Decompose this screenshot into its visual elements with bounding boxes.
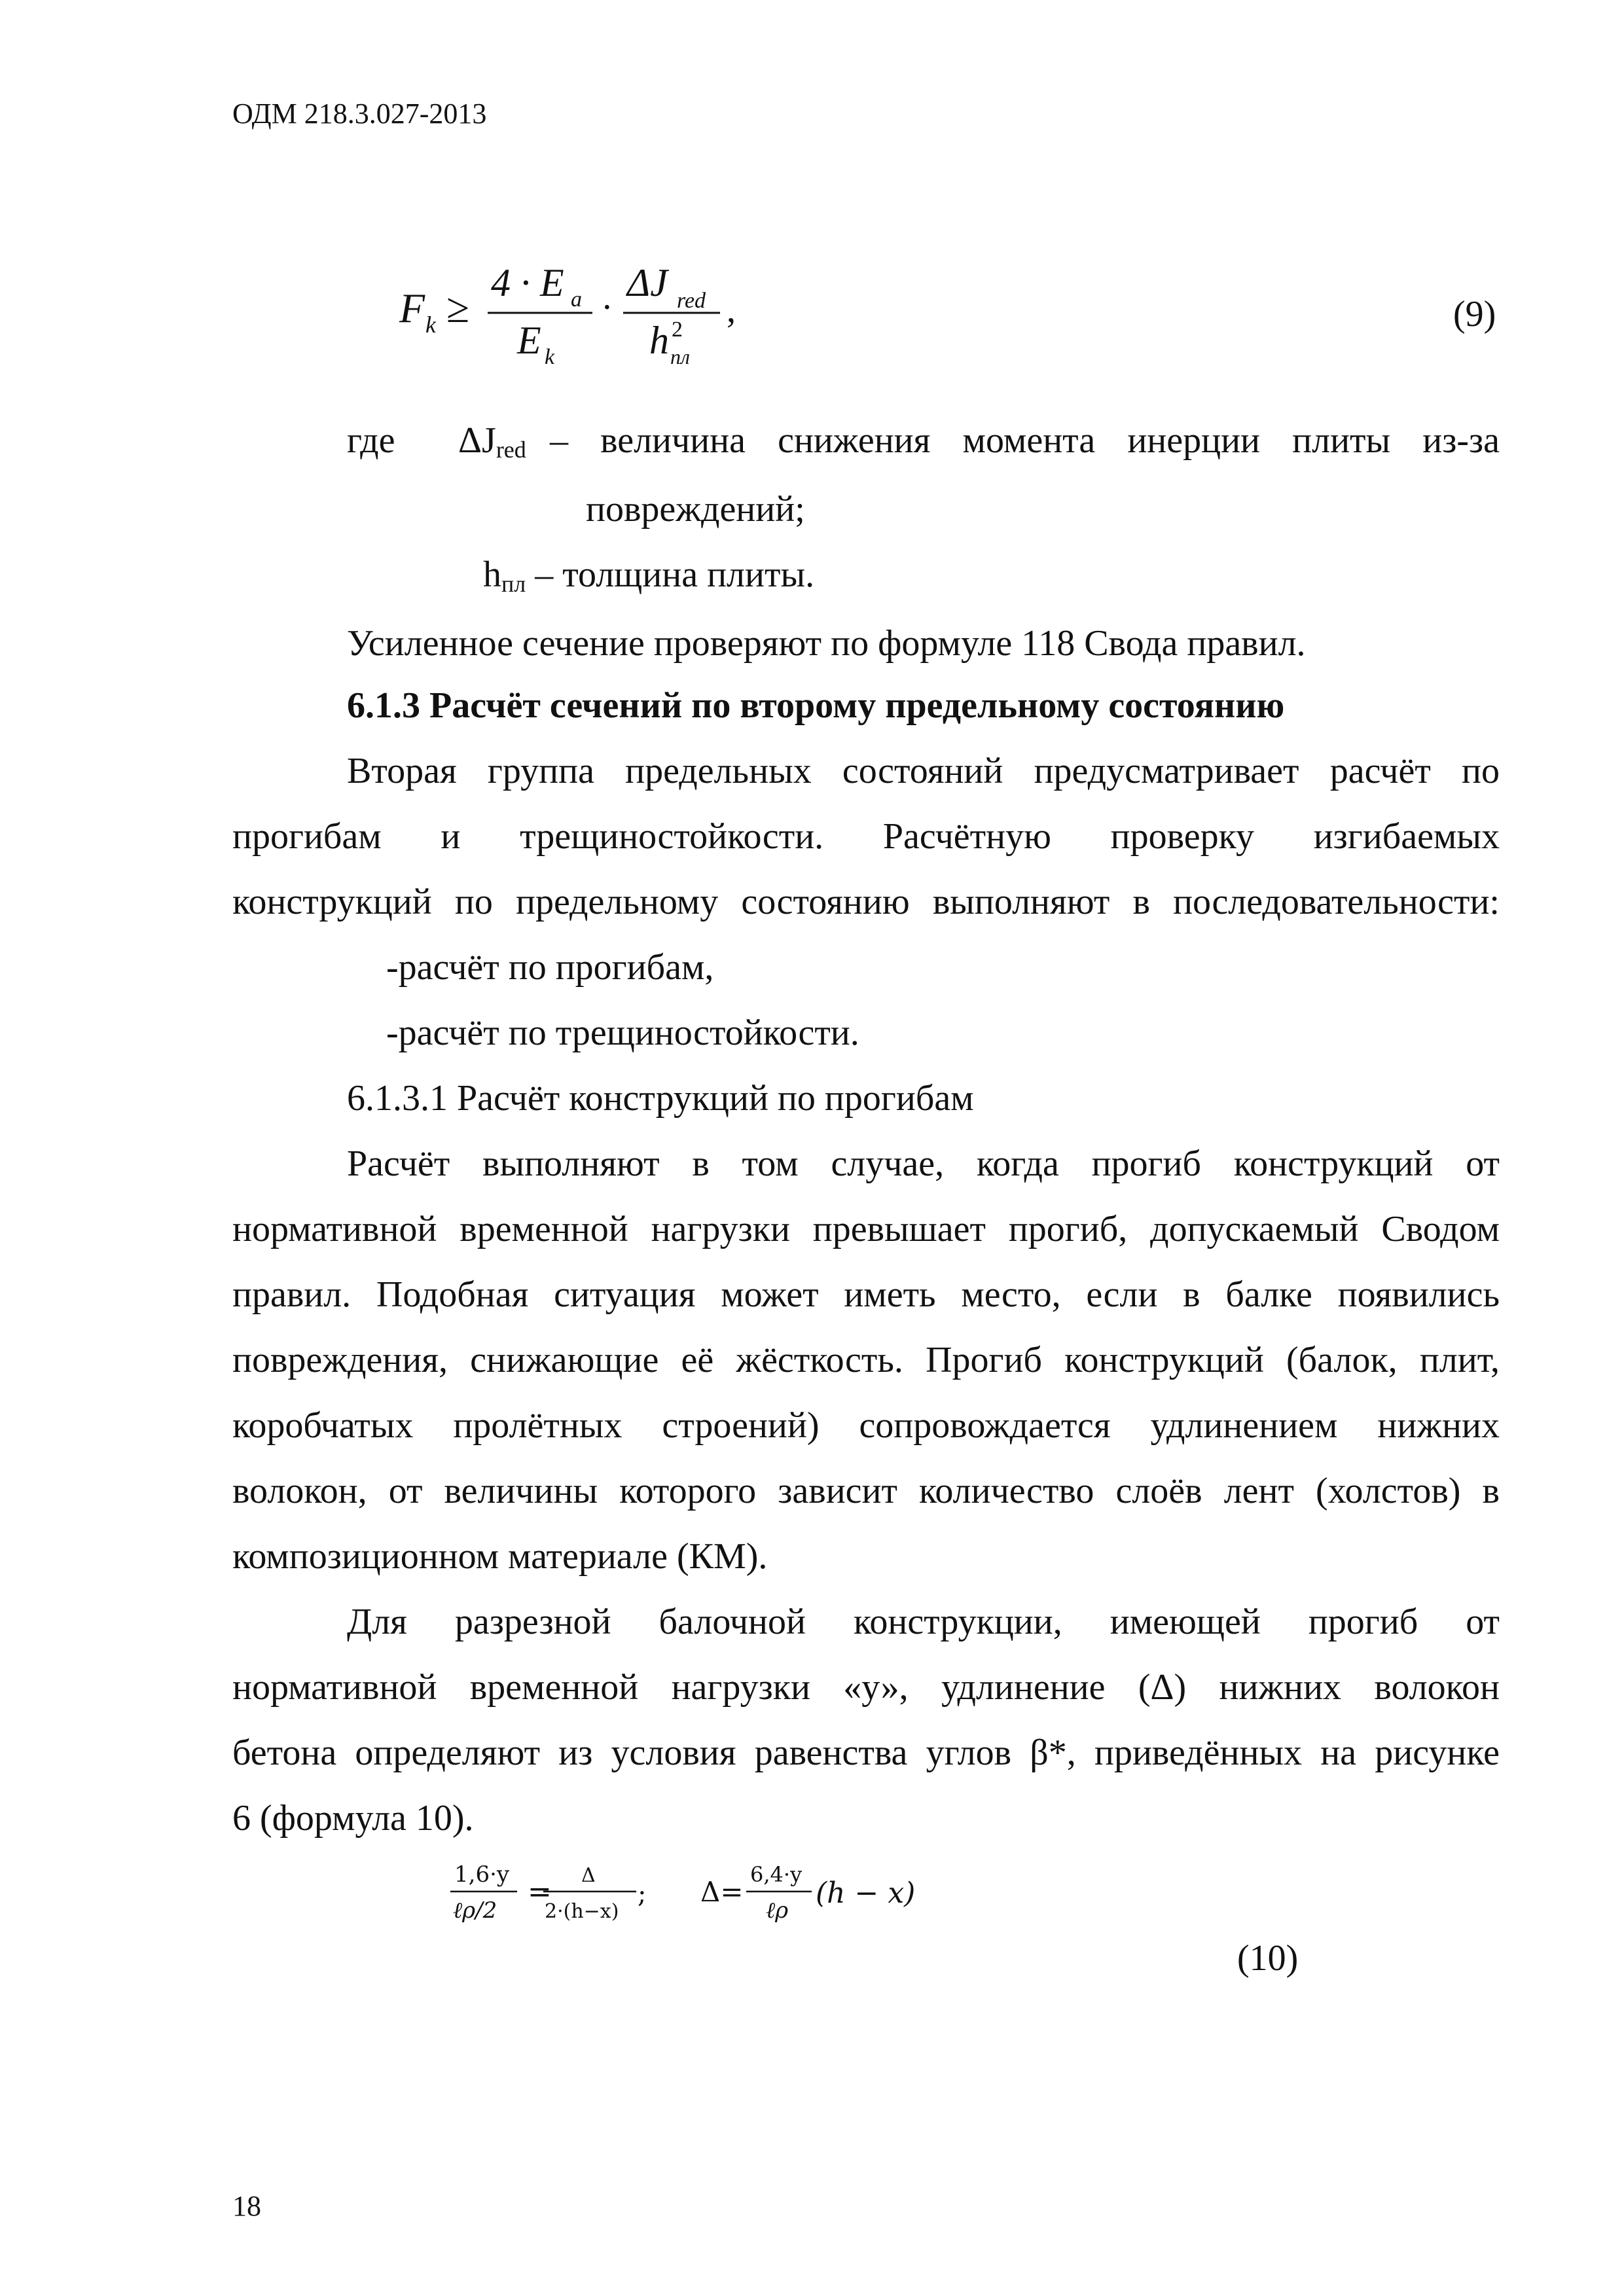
where-definition-1a-text: – величина снижения момента инерции плиты из-за [550,420,1500,461]
paragraph-3-line-5: коробчатых пролётных строений) сопровождается удлинением нижних [232,1405,1500,1446]
where-symbol-2-sub: пл [501,571,526,597]
formula-9-dot: · [601,287,613,328]
where-symbol-1-main: ΔJ [458,420,496,461]
formula-9-num1-sub: a [571,287,582,312]
formula-10-c-denominator: ℓρ [766,1897,789,1924]
formula-9-num2: ΔJ [627,261,668,304]
formula-9-den2-sub: пл [670,345,690,368]
paragraph-3-line-7: композиционном материале (КМ). [232,1536,768,1577]
formula-9-number: (9) [1453,294,1496,334]
formula-9-num1: 4 · E [491,261,564,304]
paragraph-3-line-4: повреждения, снижающие её жёсткость. Прогиб конструкций (балок, плит, [232,1340,1500,1380]
formula-10-c-tail: (h − x) [816,1876,916,1910]
paragraph-2-line-3: конструкций по предельному состоянию выполняют в последовательности: [232,882,1500,922]
paragraph-3-line-6: волокон, от величины которого зависит количество слоёв лент (холстов) в [232,1471,1500,1511]
formula-9-den2: h [649,319,669,362]
document-code: ОДМ 218.3.027-2013 [232,98,487,130]
formula-10-b-numerator: Δ [581,1864,596,1887]
paragraph-4-line-2: нормативной временной нагрузки «у», удлинение (Δ) нижних волокон [232,1667,1500,1708]
where-definition-1a [550,419,1500,462]
page-number: 18 [232,2190,261,2222]
where-symbol-2 [483,553,814,605]
paragraph-2-line-2: прогибам и трещиностойкости. Расчётную проверку изгибаемых [232,816,1500,857]
paragraph-4-line-3: бетона определяют из условия равенства углов β*, приведённых на рисунке [232,1732,1500,1773]
formula-9-num2-sub: red [677,289,706,313]
formula-10-c-numerator: 6,4·y [750,1862,803,1887]
where-symbol-1-sub: red [496,437,526,463]
formula-9 [393,249,759,380]
formula-9-lhs: F [399,285,425,331]
formula-10-delta-lhs: Δ= [700,1876,744,1908]
where-symbol-2-main: h [483,554,501,595]
list-item-crack-resistance: -расчёт по трещиностойкости. [386,1013,859,1053]
paragraph-3-line-3: правил. Подобная ситуация может иметь место, если в балке появились [232,1274,1500,1315]
formula-9-relation: ≥ [446,285,470,331]
formula-10-a-numerator: 1,6·y [454,1861,510,1888]
list-item-deflection: -расчёт по прогибам, [386,947,714,988]
where-definition-2: – толщина плиты. [535,554,815,595]
formula-10-equals: = [528,1875,552,1909]
formula-9-den1-sub: k [545,345,555,369]
formula-9-lhs-sub: k [425,312,436,338]
paragraph-4-line-4: 6 (формула 10). [232,1798,474,1839]
formula-9-trailing-comma: , [727,290,736,331]
where-word: где [347,420,395,461]
section-heading-6-1-3: 6.1.3 Расчёт сечений по второму предельному состоянию [347,685,1285,726]
formula-10 [445,1856,943,1941]
formula-10-b-denominator: 2·(h−x) [545,1900,619,1923]
where-definition-1b: повреждений; [586,489,805,529]
paragraph-3-line-1: Расчёт выполняют в том случае, когда прогиб конструкций от [347,1143,1500,1184]
formula-9-den1: E [517,319,541,362]
paragraph-reinforced-section: Усиленное сечение проверяют по формуле 118 Свода правил. [347,623,1306,664]
where-symbol-1 [458,419,526,471]
paragraph-4-line-1: Для разрезной балочной конструкции, имеющей прогиб от [347,1602,1500,1642]
formula-10-a-denominator: ℓρ/2 [453,1897,497,1924]
paragraph-2-line-1: Вторая группа предельных состояний предусматривает расчёт по [347,751,1500,791]
subsection-heading-6-1-3-1: 6.1.3.1 Расчёт конструкций по прогибам [347,1078,974,1119]
formula-10-separator: ; [638,1879,647,1909]
formula-10-number: (10) [1237,1938,1299,1979]
formula-9-den2-sup: 2 [672,317,683,342]
paragraph-3-line-2: нормативной временной нагрузки превышает прогиб, допускаемый Сводом [232,1209,1500,1249]
